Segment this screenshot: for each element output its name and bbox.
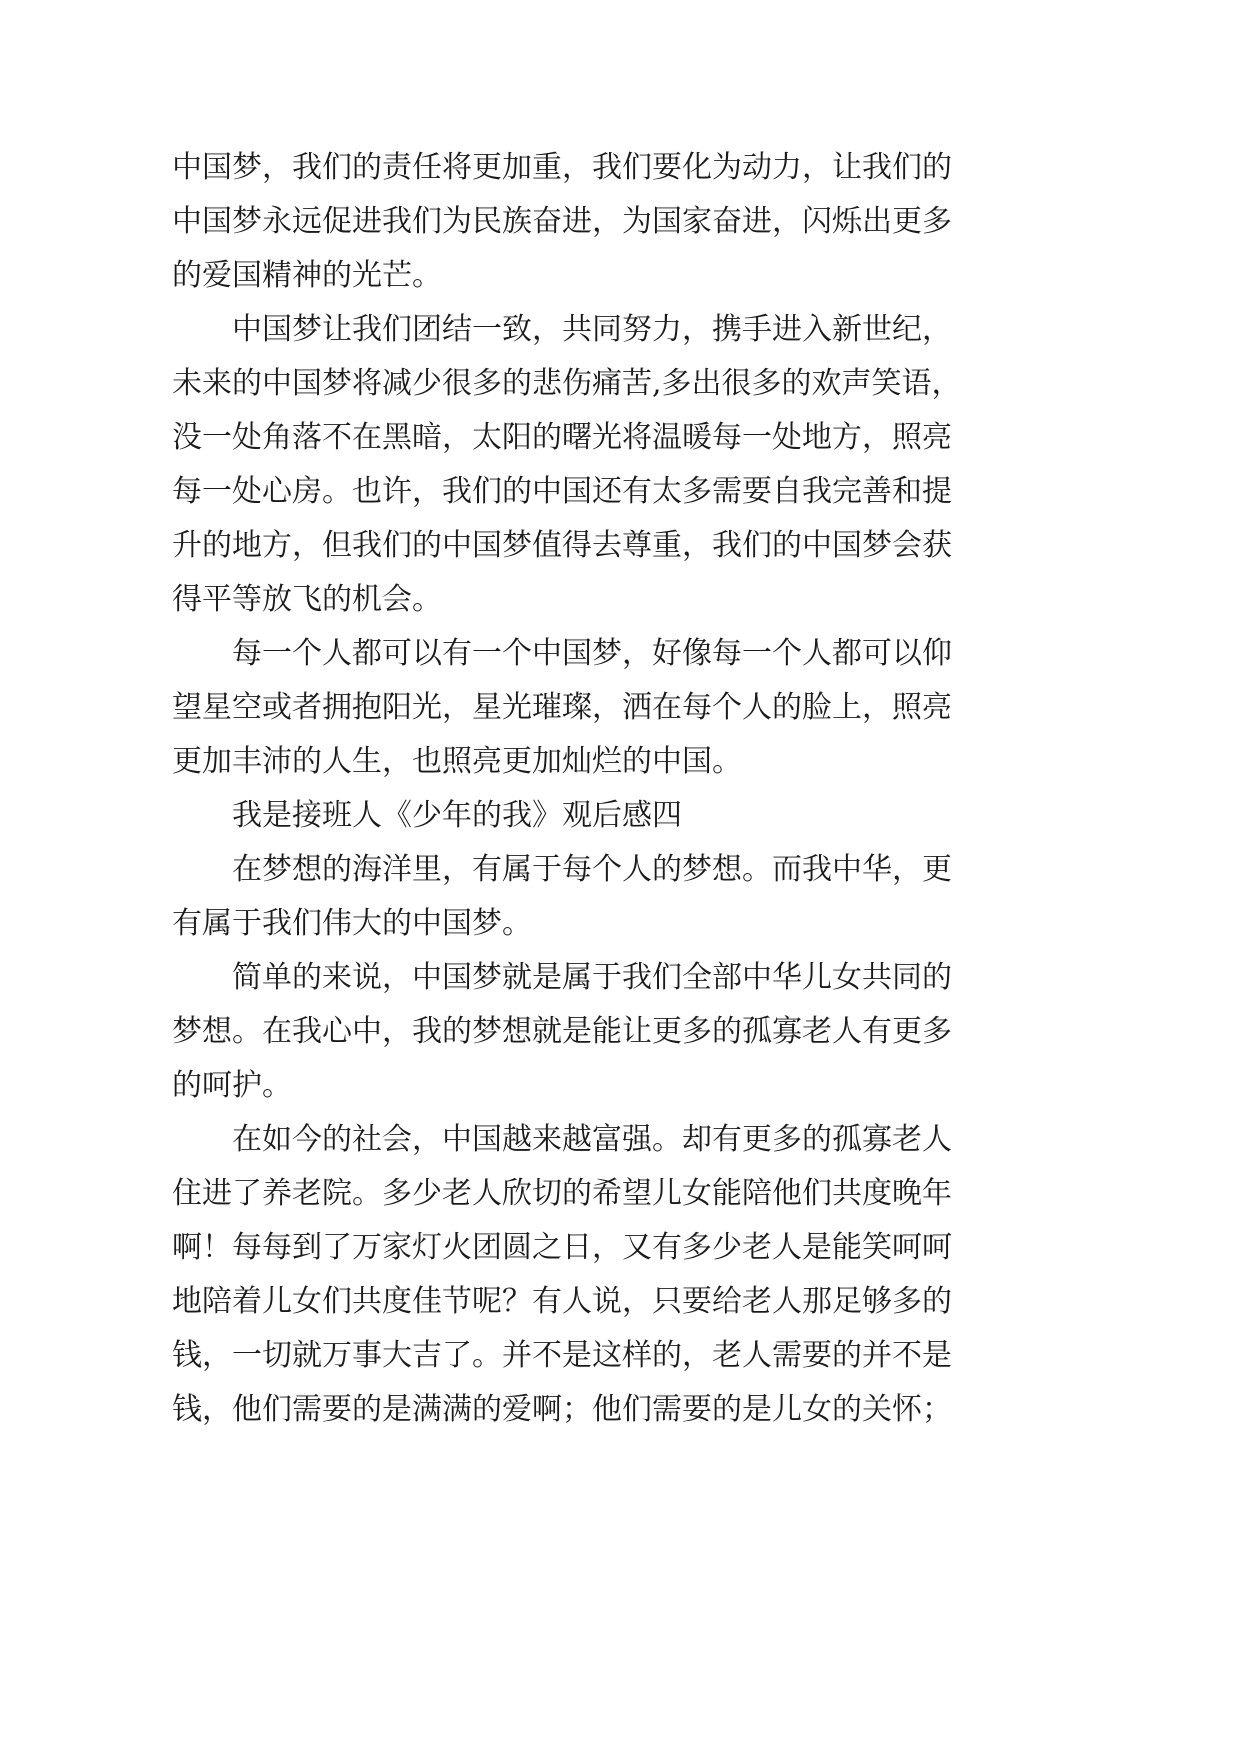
text-line: 没一处角落不在黑暗，太阳的曙光将温暖每一处地方，照亮 bbox=[172, 420, 952, 455]
text-line: 有属于我们伟大的中国梦。 bbox=[172, 906, 532, 941]
text-line: 住进了养老院。多少老人欣切的希望儿女能陪他们共度晚年 bbox=[172, 1176, 952, 1211]
text-line: 的呵护。 bbox=[172, 1068, 292, 1103]
text-line: 中国梦永远促进我们为民族奋进，为国家奋进，闪烁出更多 bbox=[172, 204, 952, 239]
text-line: 的爱国精神的光芒。 bbox=[172, 258, 442, 293]
text-line: 望星空或者拥抱阳光，星光璀璨，洒在每个人的脸上，照亮 bbox=[172, 690, 952, 725]
text-line: 每一个人都可以有一个中国梦，好像每一个人都可以仰 bbox=[232, 636, 952, 671]
text-line: 中国梦，我们的责任将更加重，我们要化为动力，让我们的 bbox=[172, 150, 952, 185]
text-line: 中国梦让我们团结一致，共同努力，携手进入新世纪， bbox=[232, 312, 952, 347]
text-line: 钱，他们需要的是满满的爱啊；他们需要的是儿女的关怀； bbox=[172, 1392, 952, 1427]
text-line: 地陪着儿女们共度佳节呢？有人说，只要给老人那足够多的 bbox=[172, 1284, 952, 1319]
text-line: 梦想。在我心中，我的梦想就是能让更多的孤寡老人有更多 bbox=[172, 1014, 952, 1049]
text-line: 每一处心房。也许，我们的中国还有太多需要自我完善和提 bbox=[172, 474, 952, 509]
text-line: 更加丰沛的人生，也照亮更加灿烂的中国。 bbox=[172, 744, 742, 779]
text-line: 在梦想的海洋里，有属于每个人的梦想。而我中华，更 bbox=[232, 852, 952, 887]
text-line: 啊！每每到了万家灯火团圆之日，又有多少老人是能笑呵呵 bbox=[172, 1230, 952, 1265]
text-line: 简单的来说，中国梦就是属于我们全部中华儿女共同的 bbox=[232, 960, 952, 995]
text-line: 钱，一切就万事大吉了。并不是这样的，老人需要的并不是 bbox=[172, 1338, 952, 1373]
text-line: 升的地方，但我们的中国梦值得去尊重，我们的中国梦会获 bbox=[172, 528, 952, 563]
text-line: 未来的中国梦将减少很多的悲伤痛苦,多出很多的欢声笑语， bbox=[172, 366, 962, 401]
text-line: 得平等放飞的机会。 bbox=[172, 582, 442, 617]
text-line: 在如今的社会，中国越来越富强。却有更多的孤寡老人 bbox=[232, 1122, 952, 1157]
section-heading: 我是接班人《少年的我》观后感四 bbox=[232, 798, 682, 833]
